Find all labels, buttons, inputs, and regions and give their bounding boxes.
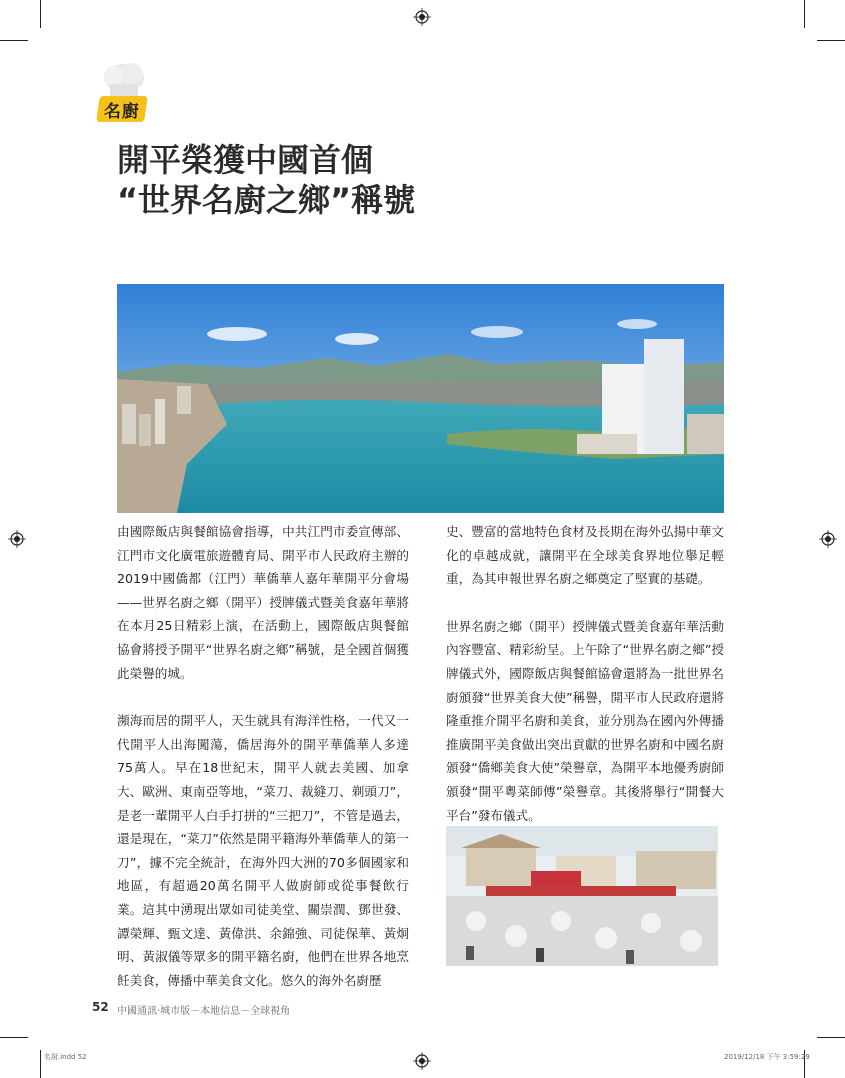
crop-mark (0, 40, 28, 41)
article-paragraph: 由國際飯店與餐館協會指導，中共江門市委宣傳部、江門市文化廣電旅遊體育局、開平市人民政府主辦的2019中國僑都（江門）華僑華人嘉年華開平分會場——世界名廚之鄉（開平）授牌儀式暨美食嘉年華將在本月25日精彩上演，在活動上，國際飯店與餐館協會將授予開平“世界名廚之鄉”稱號，是全國首個獲此榮譽的城。 (117, 524, 409, 681)
registration-mark-icon (8, 530, 26, 548)
headline-line-1: 開平榮獲中國首個 (117, 141, 374, 179)
article-paragraph: 史、豐富的當地特色食材及長期在海外弘揚中華文化的卓越成就，讓開平在全球美食界地位舉足輕重，為其申報世界名廚之鄉奠定了堅實的基礎。 (446, 524, 724, 587)
crop-mark (0, 1037, 28, 1038)
crop-mark (817, 1037, 845, 1038)
registration-mark-icon (413, 8, 431, 26)
crop-mark (40, 1050, 41, 1078)
slug-timestamp: 2019/12/18 下午 3:59:29 (724, 1053, 810, 1061)
publication-name: 中國通訊·城市版－本地信息－全球視角 (117, 1006, 291, 1017)
event-photo (446, 826, 718, 966)
page-number: 52 (92, 1000, 109, 1014)
headline-line-2: “世界名廚之鄉”稱號 (117, 181, 416, 219)
section-badge (94, 58, 154, 128)
registration-mark-icon (819, 530, 837, 548)
article-column-right (446, 520, 724, 827)
city-photo-illustration (117, 284, 724, 513)
registration-mark-icon (413, 1052, 431, 1070)
section-badge-label: 名廚 (104, 101, 140, 122)
slug-filename: 名厨.indd 52 (44, 1053, 87, 1061)
event-photo-illustration (446, 826, 718, 966)
headline (117, 140, 617, 220)
article-paragraph: 世界名廚之鄉（開平）授牌儀式暨美食嘉年華活動內容豐富、精彩紛呈。上午除了“世界名廚之鄉”授牌儀式外，國際飯店與餐館協會還將為一批世界名廚頒發“世界美食大使”稱譽，開平市人民政府還將隆重推介開平名廚和美食，並分別為在國內外傳播推廣開平美食做出突出貢獻的世界名廚和中國名廚頒發“僑鄉美食大使”榮譽章，為開平本地優秀廚師頒發“開平粵菜師傅”榮譽章。其後將舉行“開餐大平台”發布儀式。 (446, 618, 724, 823)
crop-mark (40, 0, 41, 28)
article-column-left (117, 520, 409, 992)
city-photo (117, 284, 724, 513)
crop-mark (817, 40, 845, 41)
section-badge-label-box (96, 96, 148, 122)
article-paragraph: 瀕海而居的開平人，天生就具有海洋性格，一代又一代開平人出海闖蕩，僑居海外的開平華僑華人多達75萬人。早在18世紀末，開平人就去美國、加拿大、歐洲、東南亞等地，“菜刀、裁縫刀、剃頭刀”，是老一輩開平人白手打拼的“三把刀”，不管是過去，還是現在，“菜刀”依然是開平籍海外華僑華人的第一刀”，據不完全統計，在海外四大洲的70多個國家和地區，有超過20萬名開平人做廚師或從事餐飲行業。這其中湧現出眾如司徒美堂、關崇潤、鄧世發、譚榮輝、甄文達、黃偉洪、余錦強、司徒保華、黃炯明、黃淑儀等眾多的開平籍名廚，他們在世界各地烹飪美食，傳播中華美食文化。悠久的海外名廚歷 (117, 713, 409, 988)
crop-mark (804, 0, 805, 28)
